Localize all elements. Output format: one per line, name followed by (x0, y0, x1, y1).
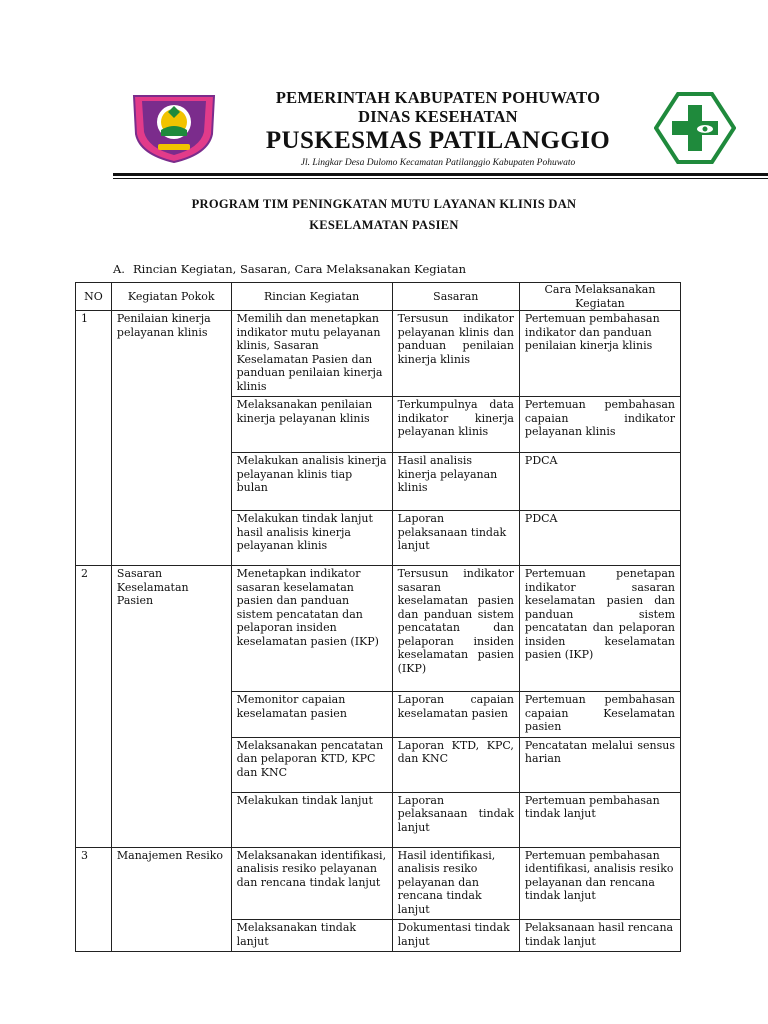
cell-cara: Pertemuan pembahasan identifikasi, analisis resiko pelayanan dan rencana tindak lanjut (519, 847, 680, 920)
cell-cara: Pencatatan melalui sensus harian (519, 737, 680, 792)
cell-rincian: Melaksanakan penilaian kinerja pelayanan klinis (231, 397, 392, 453)
letterhead-rule-thick (113, 173, 768, 176)
table-row (76, 566, 681, 692)
program-title-line1: PROGRAM TIM PENINGKATAN MUTU LAYANAN KLINIS DAN (191, 197, 577, 211)
table-row (76, 311, 681, 397)
cell-cara: PDCA (519, 511, 680, 566)
letterhead-government: PEMERINTAH KABUPATEN POHUWATO (275, 88, 601, 107)
cell-rincian: Memonitor capaian keselamatan pasien (231, 692, 392, 738)
cell-sasaran: Laporan pelaksanaan tindak lanjut (392, 792, 519, 847)
cell-rincian: Melakukan analisis kinerja pelayanan klinis tiap bulan (231, 453, 392, 511)
cell-rincian: Melaksanakan identifikasi, analisis resiko pelayanan dan rencana tindak lanjut (231, 847, 392, 920)
header-kegiatan: Kegiatan Pokok (111, 283, 231, 311)
cell-cara: Pertemuan pembahasan tindak lanjut (519, 792, 680, 847)
cell-cara: Pertemuan pembahasan capaian Keselamatan pasien (519, 692, 680, 738)
table-row (76, 847, 681, 920)
activity-table (75, 282, 681, 952)
cell-sasaran: Hasil analisis kinerja pelayanan klinis (392, 453, 519, 511)
section-text: Rincian Kegiatan, Sasaran, Cara Melaksanakan Kegiatan (133, 262, 467, 276)
cell-kegiatan: Manajemen Resiko (111, 847, 231, 952)
section-letter: A. (113, 262, 125, 276)
cell-cara: Pertemuan penetapan indikator sasaran keselamatan pasien dan panduan sistem pencatatan dan pelaporan insiden keselamatan pasien (IKP) (519, 566, 680, 692)
table-header-row (76, 283, 681, 311)
cell-rincian: Menetapkan indikator sasaran keselamatan pasien dan panduan sistem pencatatan dan pelaporan insiden keselamatan pasien (IKP) (231, 566, 392, 692)
cell-sasaran: Laporan capaian keselamatan pasien (392, 692, 519, 738)
cell-rincian: Melakukan tindak lanjut hasil analisis kinerja pelayanan klinis (231, 511, 392, 566)
cell-rincian: Melakukan tindak lanjut (231, 792, 392, 847)
cell-cara: Pertemuan pembahasan capaian indikator pelayanan klinis (519, 397, 680, 453)
header-cara: Cara Melaksanakan Kegiatan (519, 283, 680, 311)
section-heading (113, 262, 466, 276)
puskesmas-logo-icon (654, 92, 736, 164)
cell-rincian: Melaksanakan tindak lanjut (231, 920, 392, 952)
cell-no: 3 (76, 847, 112, 952)
letterhead-address: Jl. Lingkar Desa Dulomo Kecamatan Patilanggio Kabupaten Pohuwato (300, 158, 576, 168)
cell-rincian: Melaksanakan pencatatan dan pelaporan KTD, KPC dan KNC (231, 737, 392, 792)
pohuwato-emblem-icon (128, 92, 220, 164)
cell-sasaran: Terkumpulnya data indikator kinerja pelayanan klinis (392, 397, 519, 453)
letterhead-rule-thin (113, 178, 768, 179)
cell-sasaran: Tersusun indikator sasaran keselamatan pasien dan panduan sistem pencatatan dan pelaporan insiden keselamatan pasien (IKP) (392, 566, 519, 692)
cell-sasaran: Hasil identifikasi, analisis resiko pelayanan dan rencana tindak lanjut (392, 847, 519, 920)
cell-rincian: Memilih dan menetapkan indikator mutu pelayanan klinis, Sasaran Keselamatan Pasien dan panduan penilaian kinerja klinis (231, 311, 392, 397)
cell-sasaran: Laporan pelaksanaan tindak lanjut (392, 511, 519, 566)
cell-sasaran: Laporan KTD, KPC, dan KNC (392, 737, 519, 792)
letterhead-department: DINAS KESEHATAN (358, 107, 518, 126)
cell-kegiatan: Sasaran Keselamatan Pasien (111, 566, 231, 848)
header-no: NO (76, 283, 112, 311)
cell-sasaran: Tersusun indikator pelayanan klinis dan panduan penilaian kinerja klinis (392, 311, 519, 397)
cell-cara: PDCA (519, 453, 680, 511)
header-sasaran: Sasaran (392, 283, 519, 311)
program-title-line2: KESELAMATAN PASIEN (309, 218, 459, 232)
cell-kegiatan: Penilaian kinerja pelayanan klinis (111, 311, 231, 566)
header-rincian: Rincian Kegiatan (231, 283, 392, 311)
cell-cara: Pertemuan pembahasan indikator dan panduan penilaian kinerja klinis (519, 311, 680, 397)
cell-no: 1 (76, 311, 112, 566)
letterhead-puskesmas: PUSKESMAS PATILANGGIO (265, 127, 611, 154)
cell-cara: Pelaksanaan hasil rencana tindak lanjut (519, 920, 680, 952)
cell-sasaran: Dokumentasi tindak lanjut (392, 920, 519, 952)
letterhead (228, 88, 648, 170)
cell-no: 2 (76, 566, 112, 848)
